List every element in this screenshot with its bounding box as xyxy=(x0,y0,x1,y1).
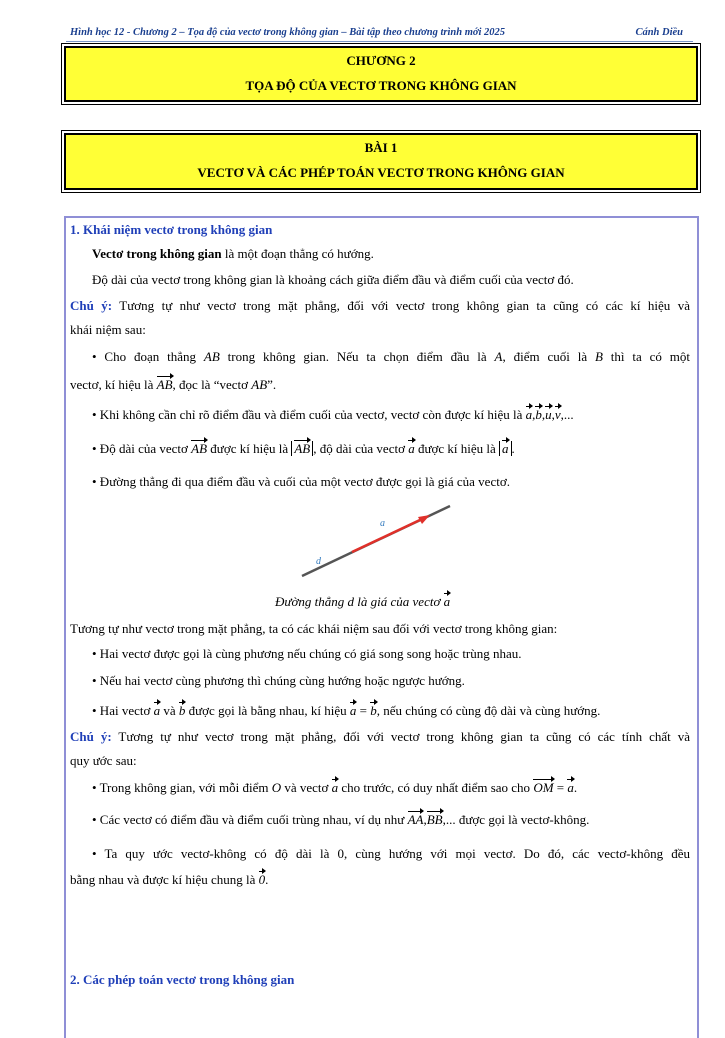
header-divider xyxy=(66,41,693,42)
section2-heading: 2. Các phép toán vectơ trong không gian xyxy=(70,972,295,987)
chapter-subtitle: TỌA ĐỘ CỦA VECTƠ TRONG KHÔNG GIAN xyxy=(245,78,517,93)
definition-line: Vectơ trong không gian là một đoạn thẳng có hướng. xyxy=(92,246,374,261)
note1-cont: khái niệm sau: xyxy=(70,322,146,337)
note1-label: Chú ý: xyxy=(70,298,113,313)
rule3: • Ta quy ước vectơ-không có độ dài là 0, cùng hướng với mọi vectơ. Do đó, các vectơ-không đều xyxy=(92,846,690,861)
chapter-title: CHƯƠNG 2 xyxy=(346,53,416,68)
definition-term: Vectơ trong không gian xyxy=(92,246,222,261)
rule1: • Trong không gian, với mỗi điểm O và vectơ a cho trước, có duy nhất điểm sao cho OM = a. xyxy=(92,780,578,795)
vector-a-arrow xyxy=(352,519,422,552)
note2-cont: quy ước sau: xyxy=(70,753,137,768)
bullet3-line: • Độ dài của vectơ AB được kí hiệu là AB , độ dài của vectơ a được kí hiệu là a . xyxy=(92,441,515,456)
arrowhead-icon xyxy=(418,515,430,524)
figure-label-d: d xyxy=(316,556,321,567)
figure-label-a: a xyxy=(380,518,385,529)
note2-line: Chú ý: Tương tự như vectơ trong mặt phẳng, đối với vectơ trong không gian ta cũng có các tính chất và xyxy=(70,729,690,744)
page-header xyxy=(70,27,683,41)
length-line: Độ dài của vectơ trong không gian là khoảng cách giữa điểm đầu và điểm cuối của vectơ đó. xyxy=(92,272,574,287)
header-right: Cánh Diều xyxy=(635,27,683,38)
lesson-title: BÀI 1 xyxy=(364,140,398,155)
concept2: • Nếu hai vectơ cùng phương thì chúng cùng hướng hoặc ngược hướng. xyxy=(92,673,465,688)
concept1: • Hai vectơ được gọi là cùng phương nếu chúng có giá song song hoặc trùng nhau. xyxy=(92,646,522,661)
vector-figure xyxy=(290,496,460,586)
bullet4-line: • Đường thẳng đi qua điểm đầu và cuối của một vectơ được gọi là giá của vectơ. xyxy=(92,474,510,489)
lesson-subtitle: VECTƠ VÀ CÁC PHÉP TOÁN VECTƠ TRONG KHÔNG GIAN xyxy=(197,165,565,180)
section1-heading: 1. Khái niệm vectơ trong không gian xyxy=(70,222,273,237)
figure-caption: Đường thẳng d là giá của vectơ a xyxy=(275,594,451,609)
similar-line: Tương tự như vectơ trong mặt phẳng, ta có các khái niệm sau đối với vectơ trong không gian: xyxy=(70,621,558,636)
bullet1-cont: vectơ, kí hiệu là AB, đọc là “vectơ AB”. xyxy=(70,377,277,392)
concept3: • Hai vectơ a và b được gọi là bằng nhau, kí hiệu a = b, nếu chúng có cùng độ dài và cùng hướng. xyxy=(92,703,601,718)
note1-line: Chú ý: Tương tự như vectơ trong mặt phẳng, đối với vectơ trong không gian ta cũng có các kí hiệu và xyxy=(70,298,690,313)
vector-AB: AB xyxy=(156,377,173,392)
bullet1-line: • Cho đoạn thẳng AB trong không gian. Nếu ta chọn điểm đầu là A, điểm cuối là B thì ta có một xyxy=(92,349,691,364)
chapter-box xyxy=(64,46,698,102)
lesson-box xyxy=(64,133,698,190)
bullet2-line: • Khi không cần chỉ rõ điểm đầu và điểm cuối của vectơ, vectơ còn được kí hiệu là a,b,u,v,... xyxy=(92,407,574,422)
note2-label: Chú ý: xyxy=(70,729,112,744)
rule3-cont: bằng nhau và được kí hiệu chung là 0. xyxy=(70,872,269,887)
rule2: • Các vectơ có điểm đầu và điểm cuối trùng nhau, ví dụ như AA,BB,... được gọi là vectơ-không. xyxy=(92,812,590,827)
header-left: Hình học 12 - Chương 2 – Tọa độ của vectơ trong không gian – Bài tập theo chương trình mới 2025 xyxy=(70,27,506,38)
